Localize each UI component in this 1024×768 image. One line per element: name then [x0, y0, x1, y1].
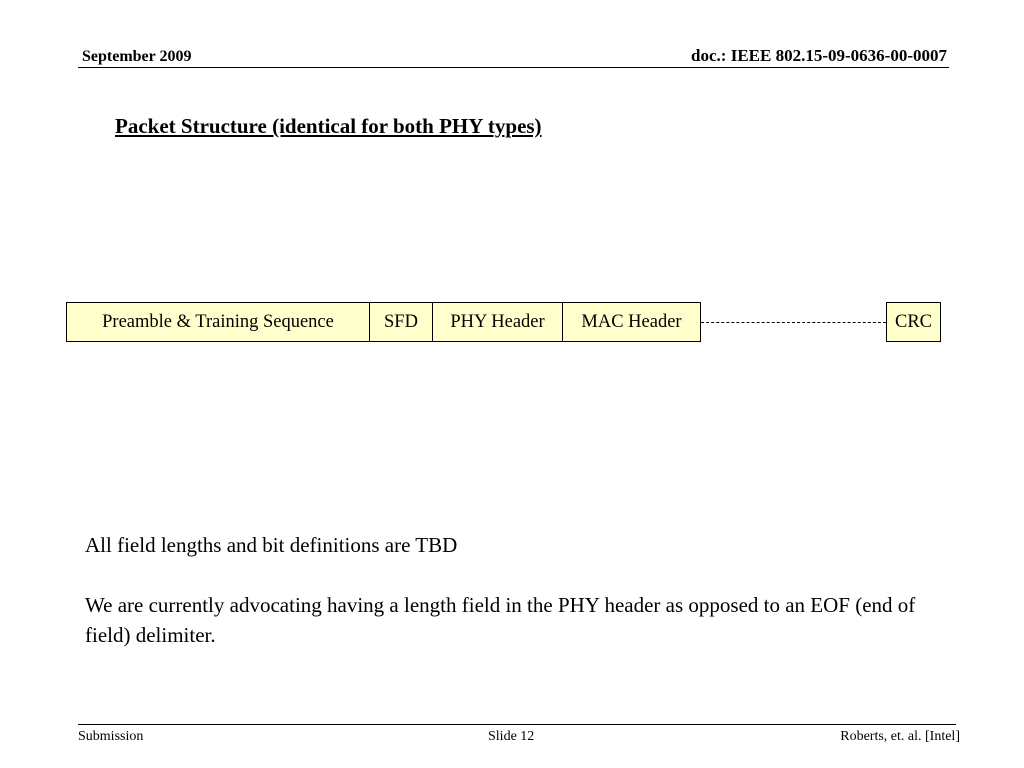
body-text	[85, 530, 955, 680]
payload-dashed-line	[701, 322, 886, 323]
packet-field-mac-header: MAC Header	[562, 302, 701, 342]
footer-submission: Submission	[78, 729, 144, 744]
slide-title: Packet Structure (identical for both PHY types)	[115, 114, 542, 138]
footer-authors: Roberts, et. al. [Intel]	[840, 729, 960, 744]
footer-slide-number: Slide 12	[488, 729, 535, 744]
body-paragraph: All field lengths and bit definitions are TBD	[85, 533, 458, 557]
packet-field-preamble: Preamble & Training Sequence	[66, 302, 370, 342]
footer-rule	[78, 724, 956, 725]
header-date: September 2009	[82, 48, 192, 65]
packet-field-sfd: SFD	[369, 302, 433, 342]
body-paragraph: We are currently advocating having a length field in the PHY header as opposed to an EOF (end of field) delimiter.	[85, 593, 916, 647]
header-doc-id: doc.: IEEE 802.15-09-0636-00-0007	[691, 46, 947, 65]
packet-field-crc: CRC	[886, 302, 941, 342]
packet-field-phy-header: PHY Header	[432, 302, 563, 342]
header-rule	[78, 67, 949, 68]
